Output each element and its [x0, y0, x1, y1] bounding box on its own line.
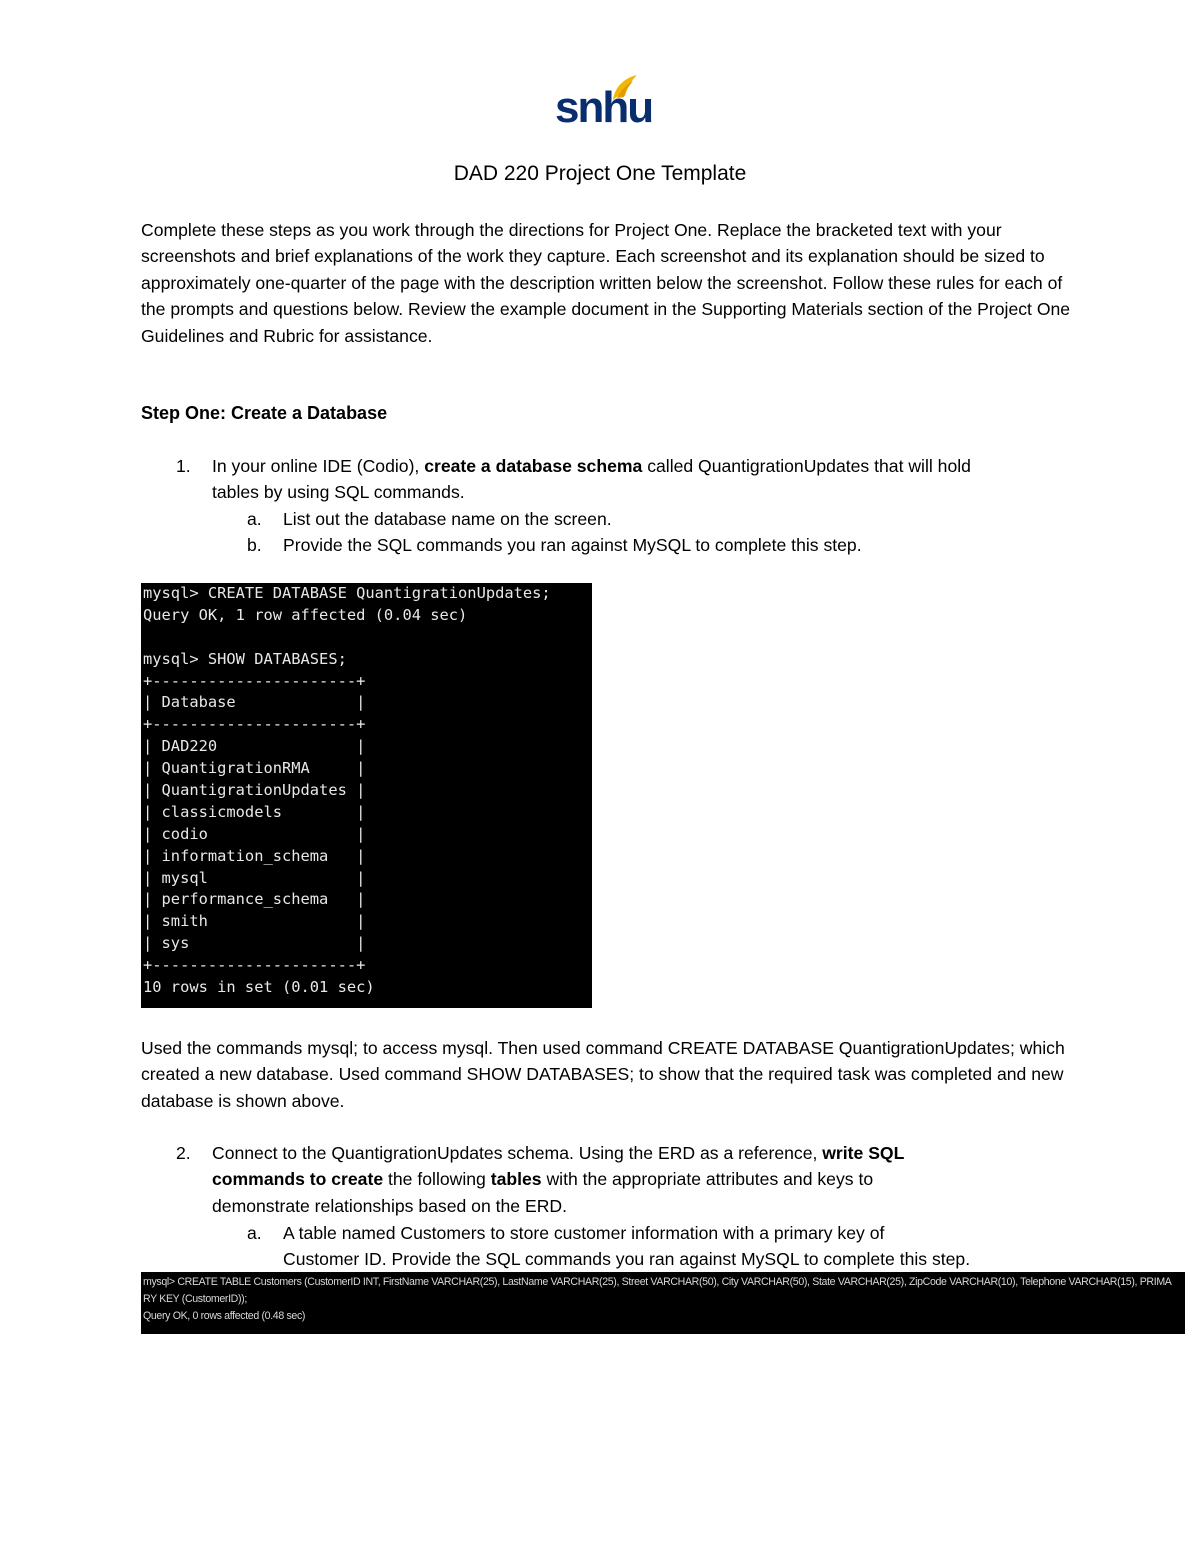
- terminal-line: | smith |: [143, 912, 366, 931]
- item2-text-pre: Connect to the QuantigrationUpdates schema. Using the ERD as a reference,: [212, 1143, 823, 1163]
- terminal-line: | Database |: [143, 693, 366, 712]
- page-title: DAD 220 Project One Template: [453, 162, 747, 185]
- list-number: 1.: [176, 456, 191, 476]
- terminal-line: Query OK, 0 rows affected (0.48 sec): [143, 1310, 306, 1322]
- terminal-line: Query OK, 1 row affected (0.04 sec): [143, 605, 468, 624]
- item1-text-bold: create a database schema: [424, 456, 643, 476]
- snhu-logo: [555, 72, 653, 134]
- item1-line2: tables by using SQL commands.: [212, 482, 465, 503]
- sublist-letter: b.: [247, 535, 262, 555]
- explanation-paragraph: Used the commands mysql; to access mysql. Then used command CREATE DATABASE QuantigrationUpdates; which created a new database. Used command SHOW DATABASES; to show that the required task was completed and new database is shown above.: [141, 1038, 1065, 1111]
- terminal-screenshot-create-database: [141, 583, 592, 1008]
- terminal-line: RY KEY (CustomerID));: [143, 1293, 247, 1305]
- item2-text-bold3: tables: [490, 1169, 542, 1190]
- terminal-line: | sys |: [143, 934, 366, 953]
- step-one-heading: Step One: Create a Database: [141, 403, 388, 423]
- terminal-line: mysql> CREATE TABLE Customers (CustomerID INT, FirstName VARCHAR(25), LastName VARCHAR(25), Street VARCHAR(50), City VARCHAR(50), State VARCHAR(25), ZipCode VARCHAR(10), Telephone VARCHAR(15), PRIMA: [143, 1276, 1172, 1288]
- item1b-text: Provide the SQL commands you ran against MySQL to complete this step.: [283, 535, 862, 555]
- item2a-line2: Customer ID. Provide the SQL commands you ran against MySQL to complete this step.: [283, 1249, 971, 1270]
- item2-line3: demonstrate relationships based on the ERD.: [212, 1195, 568, 1216]
- terminal-line: | information_schema |: [143, 846, 366, 865]
- list-number: 2.: [176, 1143, 191, 1163]
- item2-text-post: with the appropriate attributes and keys to: [541, 1169, 874, 1190]
- logo-wordmark: snhu: [555, 83, 653, 132]
- terminal-line: | classicmodels |: [143, 802, 366, 821]
- terminal-line: | QuantigrationRMA |: [143, 759, 366, 778]
- item2-text-bold: write SQL: [822, 1143, 905, 1163]
- item2-text-bold2: commands to create: [212, 1169, 384, 1190]
- sublist-letter: a.: [247, 1223, 262, 1243]
- terminal-line: | DAD220 |: [143, 737, 366, 756]
- terminal-line: 10 rows in set (0.01 sec): [143, 978, 375, 997]
- terminal-line: +----------------------+: [143, 956, 366, 975]
- terminal-line: | QuantigrationUpdates |: [143, 781, 366, 800]
- item1-text-pre: In your online IDE (Codio),: [212, 456, 425, 476]
- item1a-text: List out the database name on the screen.: [283, 509, 612, 529]
- terminal-line: +----------------------+: [143, 715, 366, 734]
- item2a-line1: A table named Customers to store customer information with a primary key of: [283, 1223, 885, 1243]
- list-item-1: [176, 453, 1076, 513]
- terminal-line: | mysql |: [143, 868, 366, 887]
- intro-paragraph: Complete these steps as you work through the directions for Project One. Replace the bracketed text with your screenshots and brief explanations of the work they capture. Each screenshot and its explanation should be sized to approximately one-quarter of the page with the description written below the screenshot. Follow these rules for each of the prompts and questions below. Review the example document in the Supporting Materials section of the Project One Guidelines and Rubric for assistance.: [141, 220, 1071, 346]
- terminal-screenshot-create-table: [141, 1272, 1185, 1334]
- sublist-letter: a.: [247, 509, 262, 529]
- terminal-line: mysql> SHOW DATABASES;: [143, 649, 347, 668]
- list-item-2: [176, 1140, 1076, 1220]
- terminal-line: mysql> CREATE DATABASE QuantigrationUpdates;: [143, 584, 551, 602]
- terminal-line: | codio |: [143, 824, 366, 843]
- terminal-line: +----------------------+: [143, 671, 366, 690]
- terminal-line: | performance_schema |: [143, 890, 366, 909]
- item2-text-mid: the following: [383, 1169, 491, 1190]
- item1-text-post: called QuantigrationUpdates that will hold: [642, 456, 971, 476]
- terminal-line: [143, 627, 592, 649]
